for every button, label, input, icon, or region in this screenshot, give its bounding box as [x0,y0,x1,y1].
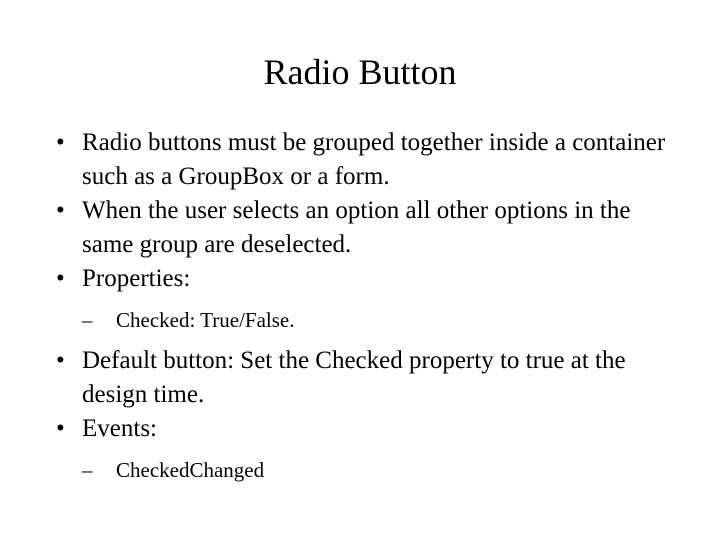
bullet-marker: • [56,347,65,374]
bullet-list [56,126,676,494]
bullet-marker: • [56,129,65,156]
sub-bullet-text: Checked: True/False. [116,308,295,332]
bullet-marker: • [56,265,65,292]
sub-bullet-item [56,306,676,334]
bullet-text: Events: [82,415,157,442]
bullet-text: Default button: Set the Checked property to true at the design time. [82,347,626,408]
bullet-marker: • [56,415,65,442]
bullet-item [56,194,676,262]
bullet-text: Properties: [82,265,191,292]
bullet-text: When the user selects an option all other options in the same group are deselected. [82,197,631,258]
bullet-item [56,126,676,194]
bullet-text: Radio buttons must be grouped together inside a container such as a GroupBox or a form. [82,129,666,190]
bullet-item [56,412,676,446]
sub-bullet-marker: – [82,458,93,482]
sub-bullet-marker: – [82,308,93,332]
bullet-item [56,262,676,296]
bullet-item [56,344,676,412]
bullet-marker: • [56,197,65,224]
sub-bullet-text: CheckedChanged [116,458,265,482]
slide-title: Radio Button [263,52,457,92]
sub-bullet-item [56,456,676,484]
